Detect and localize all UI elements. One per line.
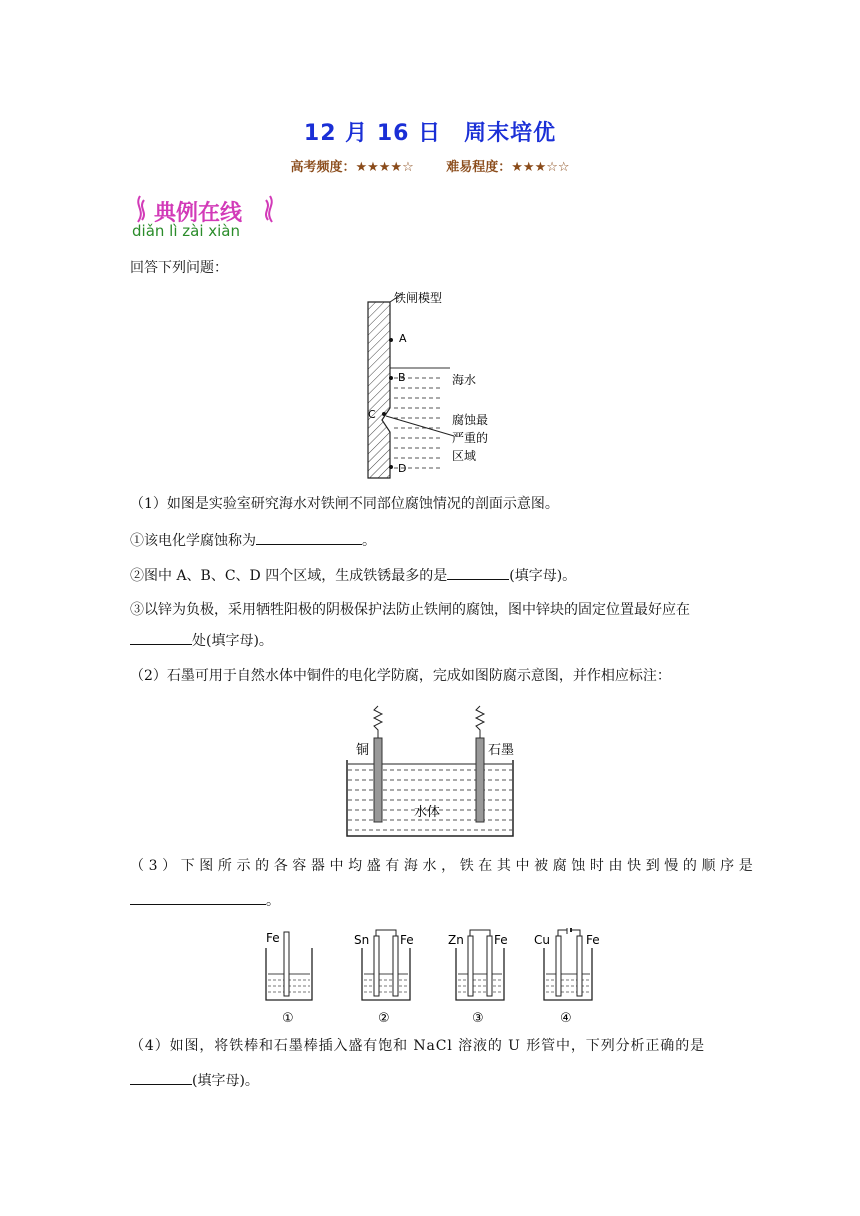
- q3-answer-line: 。: [130, 890, 280, 911]
- beaker-4-number: ④: [560, 1011, 572, 1026]
- beaker-2-right-label: Fe: [400, 933, 414, 947]
- q1-sub3-line2: 处(填字母)。: [130, 630, 273, 651]
- label-graphite: 石墨: [488, 743, 515, 758]
- answer-blank: [130, 630, 192, 645]
- beaker-2-number: ②: [378, 1011, 390, 1026]
- label-point-c: C: [368, 408, 376, 421]
- exam-frequency: 高考频度：★★★★☆: [290, 160, 414, 175]
- label-seawater: 海水: [452, 373, 477, 387]
- label-point-a: A: [399, 332, 407, 345]
- label-corrosion-3: 区域: [452, 449, 477, 463]
- q1-sub3: ③以锌为负极，采用牺牲阳极的阴极保护法防止铁闸的腐蚀，图中锌块的固定位置最好应在: [130, 602, 690, 618]
- answer-blank: [130, 890, 266, 905]
- beaker-3-left-label: Zn: [448, 933, 464, 947]
- answer-blank: [130, 1070, 192, 1085]
- logo-title: 典例在线: [154, 201, 243, 226]
- logo-pinyin: diǎn lì zài xiàn: [132, 222, 241, 240]
- intro-text: 回答下列问题：: [130, 260, 228, 276]
- label-corrosion-2: 严重的: [452, 431, 489, 445]
- beaker-1-left-label: Fe: [266, 931, 280, 945]
- beaker-1: [262, 928, 326, 1026]
- figure-graphite-protection: [344, 700, 516, 840]
- answer-blank: [256, 530, 362, 545]
- q4-stem: （4）如图，将铁棒和石墨棒插入盛有饱和 NaCl 溶液的 U 形管中，下列分析正确的是: [130, 1038, 705, 1054]
- difficulty-level: 难易程度：★★★☆☆: [446, 160, 570, 175]
- q4-answer-line: (填字母)。: [130, 1070, 259, 1091]
- water-dashes: [348, 770, 512, 830]
- beaker-3-number: ③: [472, 1011, 484, 1026]
- q1-stem: （1）如图是实验室研究海水对铁闸不同部位腐蚀情况的剖面示意图。: [130, 496, 559, 512]
- q3-stem: （3）下图所示的各容器中均盛有海水，铁在其中被腐蚀时由快到慢的顺序是: [130, 858, 758, 874]
- page-title: 12 月 16 日 周末培优: [303, 121, 557, 146]
- label-water: 水体: [414, 805, 441, 820]
- beaker-1-number: ①: [282, 1011, 294, 1026]
- beaker-4: [534, 928, 612, 1026]
- label-copper: 铜: [356, 743, 370, 758]
- beaker-3: [448, 928, 520, 1026]
- q1-sub1: ①该电化学腐蚀称为 。: [130, 530, 376, 551]
- beaker-2-left-label: Sn: [354, 933, 370, 947]
- figure-iron-gate: [362, 290, 512, 480]
- beaker-4-left-label: Cu: [534, 933, 550, 947]
- label-point-d: D: [398, 462, 407, 475]
- difficulty-meta: [0, 156, 860, 175]
- q1-sub2: ②图中 A、B、C、D 四个区域，生成铁锈最多的是 (填字母)。: [130, 565, 576, 586]
- beaker-4-right-label: Fe: [586, 933, 600, 947]
- beaker-2: [354, 928, 426, 1026]
- section-logo: [130, 192, 290, 246]
- answer-blank: [447, 565, 509, 580]
- label-point-b: B: [398, 371, 406, 384]
- beaker-figure: [262, 928, 612, 1028]
- beaker-3-right-label: Fe: [494, 933, 508, 947]
- label-iron-gate-model: 铁闸模型: [394, 291, 443, 305]
- q2-stem: （2）石墨可用于自然水体中铜件的电化学防腐，完成如图防腐示意图，并作相应标注：: [130, 668, 671, 684]
- label-corrosion-1: 腐蚀最: [452, 413, 489, 427]
